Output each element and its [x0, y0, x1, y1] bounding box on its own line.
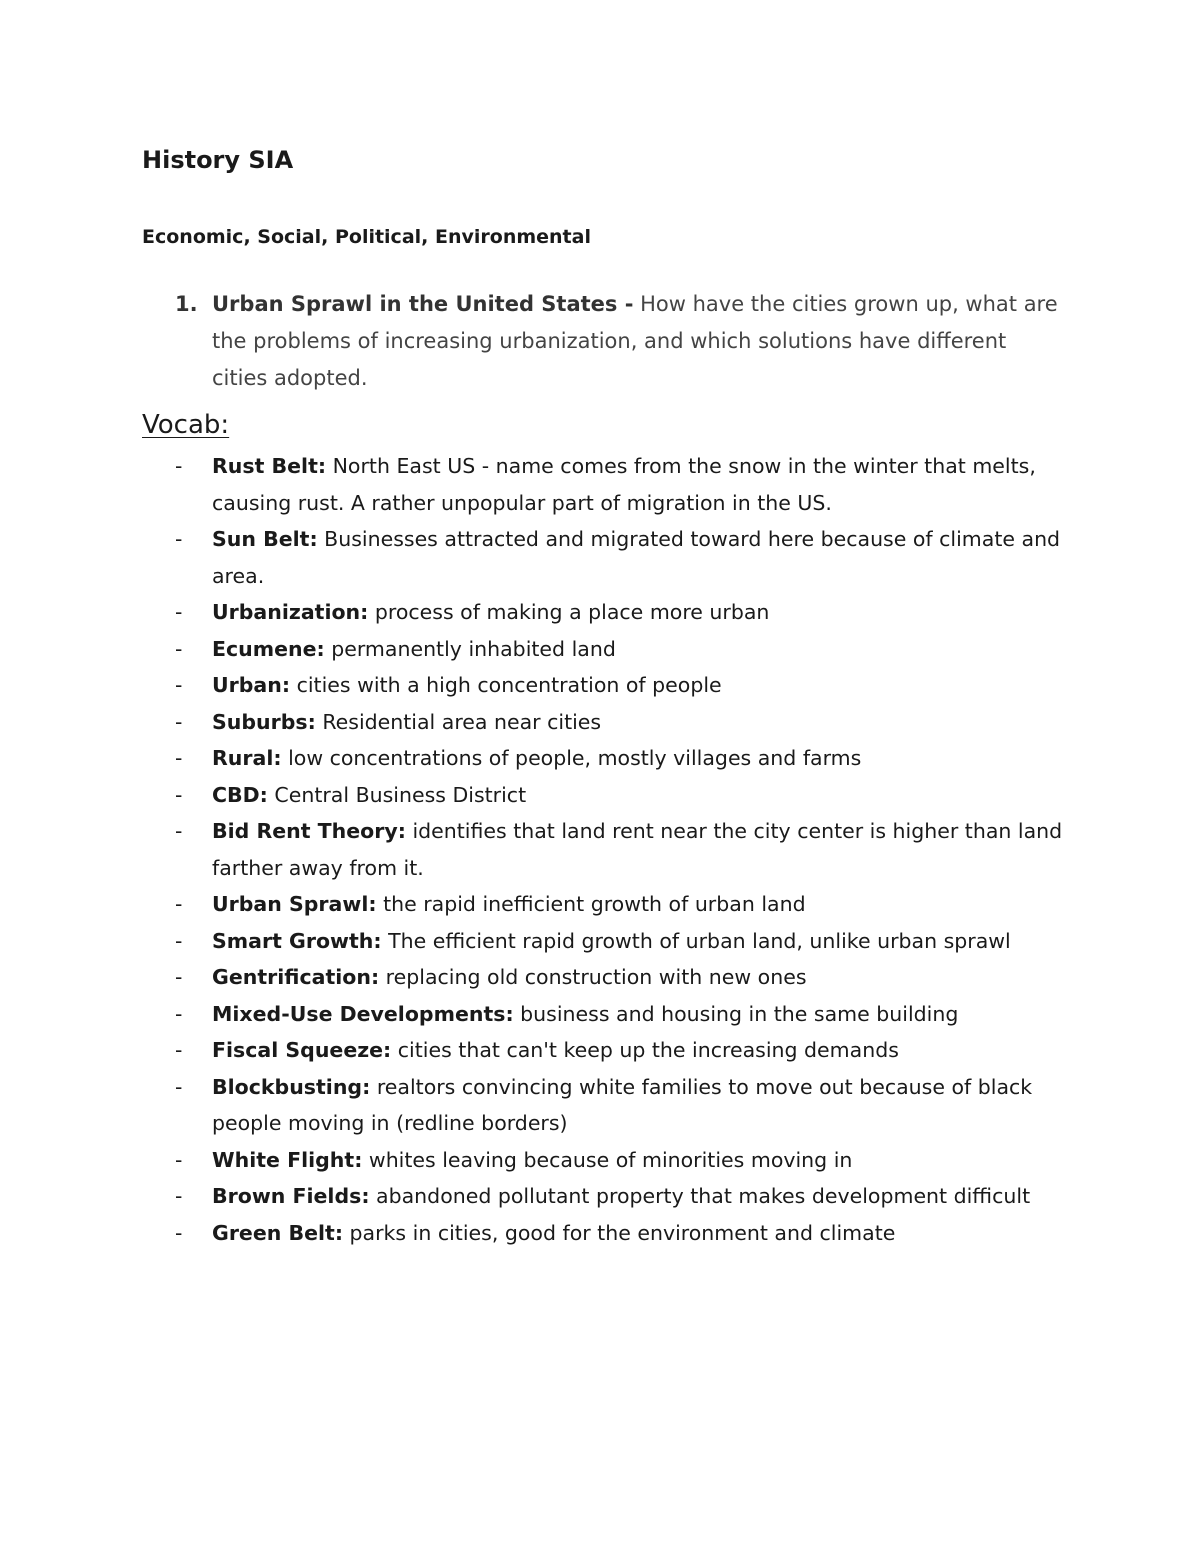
bullet-dash: -: [175, 1038, 183, 1062]
vocab-term: Rust Belt:: [212, 454, 327, 478]
vocab-definition: whites leaving because of minorities moving in: [362, 1147, 853, 1172]
vocab-item: [142, 777, 1067, 814]
vocab-definition: The efficient rapid growth of urban land, unlike urban sprawl: [381, 928, 1011, 953]
vocab-term: Brown Fields:: [212, 1184, 370, 1208]
bullet-dash: -: [175, 1074, 183, 1099]
bullet-dash: -: [175, 892, 183, 916]
vocab-item: [142, 923, 1067, 960]
vocab-definition: process of making a place more urban: [368, 600, 770, 624]
topic-item: [142, 286, 1062, 397]
bullet-dash: -: [175, 1220, 183, 1245]
vocab-item: [142, 1069, 1067, 1142]
vocab-term: Sun Belt:: [212, 527, 318, 551]
bullet-dash: -: [175, 819, 183, 843]
vocab-term: Mixed-Use Developments:: [212, 1001, 514, 1026]
bullet-dash: -: [175, 636, 183, 661]
vocab-definition: Central Business District: [267, 782, 527, 807]
bullet-dash: -: [175, 709, 183, 734]
vocab-definition: the rapid inefficient growth of urban land: [376, 892, 806, 916]
vocab-definition: low concentrations of people, mostly villages and farms: [281, 746, 862, 770]
vocab-definition: parks in cities, good for the environment and climate: [343, 1220, 896, 1245]
vocab-item: [142, 448, 1067, 521]
vocab-item: [142, 594, 1067, 631]
vocab-definition: permanently inhabited land: [324, 636, 616, 661]
bullet-dash: -: [175, 782, 183, 807]
vocab-term: Green Belt:: [212, 1220, 344, 1245]
vocab-item: [142, 1178, 1067, 1215]
vocab-term: Rural:: [212, 746, 282, 770]
vocab-term: Urbanization:: [212, 600, 369, 624]
vocab-term: Blockbusting:: [212, 1074, 371, 1099]
vocab-definition: Businesses attracted and migrated toward here because of climate and area.: [212, 527, 1061, 588]
vocab-item: [142, 1215, 1067, 1252]
document-subtitle: Economic, Social, Political, Environmental: [142, 226, 591, 248]
vocab-item: [142, 886, 1067, 923]
vocab-list: [142, 448, 1067, 1251]
vocab-item: [142, 1032, 1067, 1069]
vocab-term: Fiscal Squeeze:: [212, 1038, 392, 1062]
bullet-dash: -: [175, 1184, 183, 1208]
vocab-item: [142, 1142, 1067, 1179]
bullet-dash: -: [175, 746, 183, 770]
vocab-term: White Flight:: [212, 1147, 363, 1172]
vocab-item: [142, 521, 1067, 594]
vocab-item: [142, 667, 1067, 704]
vocab-item: [142, 813, 1067, 886]
vocab-definition: identifies that land rent near the city center is higher than land farther away from it.: [212, 819, 1063, 880]
document-title: History SIA: [142, 146, 294, 174]
vocab-item: [142, 631, 1067, 668]
bullet-dash: -: [175, 527, 183, 551]
topic-body: [212, 286, 1062, 397]
vocab-item: [142, 704, 1067, 741]
vocab-term: Bid Rent Theory:: [212, 819, 406, 843]
topic-number: 1.: [175, 292, 198, 316]
vocab-term: Ecumene:: [212, 636, 325, 661]
vocab-term: CBD:: [212, 782, 268, 807]
bullet-dash: -: [175, 1147, 183, 1172]
vocab-definition: realtors convincing white families to move out because of black people moving in (redline borders): [212, 1074, 1033, 1135]
vocab-term: Urban:: [212, 673, 291, 697]
bullet-dash: -: [175, 673, 183, 697]
vocab-definition: North East US - name comes from the snow in the winter that melts, causing rust. A rather unpopular part of migration in the US.: [212, 454, 1036, 515]
vocab-definition: replacing old construction with new ones: [379, 965, 807, 989]
vocab-definition: Residential area near cities: [315, 709, 602, 734]
vocab-definition: cities that can't keep up the increasing demands: [391, 1038, 899, 1062]
vocab-term: Suburbs:: [212, 709, 316, 734]
topic-term: Urban Sprawl in the United States -: [212, 292, 634, 316]
vocab-definition: cities with a high concentration of people: [290, 673, 722, 697]
vocab-term: Urban Sprawl:: [212, 892, 377, 916]
bullet-dash: -: [175, 928, 183, 953]
bullet-dash: -: [175, 1001, 183, 1026]
bullet-dash: -: [175, 454, 183, 478]
vocab-item: [142, 996, 1067, 1033]
vocab-item: [142, 959, 1067, 996]
bullet-dash: -: [175, 600, 183, 624]
vocab-term: Gentrification:: [212, 965, 380, 989]
topic-description: How have the cities grown up, what are the problems of increasing urbanization, and which solutions have different cities adopted.: [212, 292, 1058, 390]
vocab-term: Smart Growth:: [212, 928, 382, 953]
vocab-definition: business and housing in the same building: [513, 1001, 959, 1026]
vocab-heading: Vocab:: [142, 410, 230, 440]
vocab-item: [142, 740, 1067, 777]
bullet-dash: -: [175, 965, 183, 989]
vocab-definition: abandoned pollutant property that makes development difficult: [369, 1184, 1031, 1208]
